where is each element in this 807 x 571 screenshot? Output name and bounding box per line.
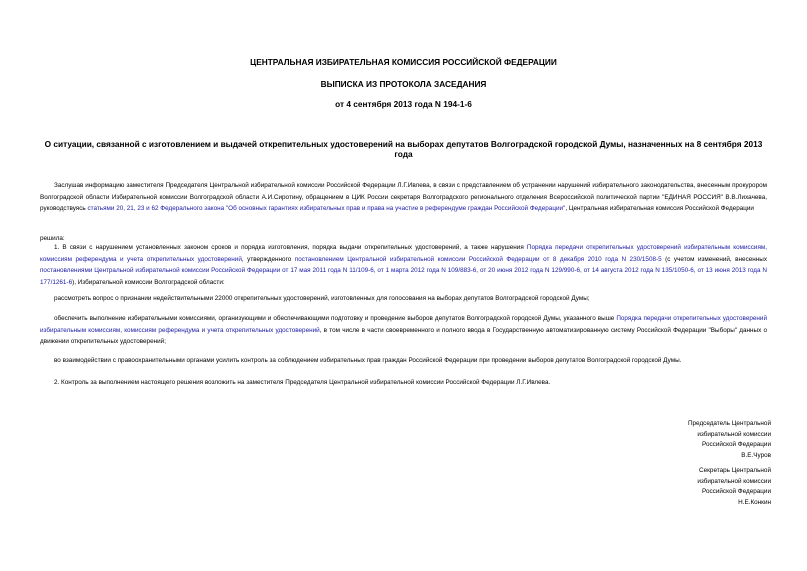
subitem-ensure xyxy=(40,313,767,348)
intro-paragraph xyxy=(40,180,767,215)
document-type: ВЫПИСКА ИЗ ПРОТОКОЛА ЗАСЕДАНИЯ xyxy=(320,79,487,89)
signature-chairman xyxy=(611,419,771,461)
signature-line: избирательной комиссии xyxy=(697,477,771,485)
document-date-number: от 4 сентября 2013 года N 194-1-6 xyxy=(335,99,472,109)
item-1-text: 1. В связи с нарушением установленных законом сроков и порядка изготовления, порядка выдачи открепительных удостоверений, а также нарушения xyxy=(54,244,524,251)
amendments-link[interactable]: постановлениями Центральной избирательной комиссии Российской Федерации от 17 мая 2011 года N 11/109-6, от 1 марта 2012 года N 109/883-6, от 20 июня 2012 года N 129/990-6, от 14 августа 2012 года N 135/1050-6, от 13 июня 2013 года N 177/1261-6 xyxy=(40,267,767,286)
intro-text: Заслушав информацию заместителя Председателя Центральной избирательной комиссии Российской Федерации Л.Г.Ивлева, в связи с представлением об устранении нарушений избирательного законодательства, внесенным прокурором Волгоградской области Избирательной комиссии Волгоградской области А.И.Сиротину, обращением в ЦИК России секретаря Волгоградского регионального отделения Всероссийской политической партии "ЕДИНАЯ РОССИЯ" В.В.Лихачева, руководствуясь xyxy=(40,182,767,212)
signature-name: Н.Е.Конкин xyxy=(738,498,771,506)
item-1-text-2: , утвержденного xyxy=(241,255,292,263)
item-2-paragraph: 2. Контроль за выполнением настоящего решения возложить на заместителя Председателя Центральной избирательной комиссии Российской Федерации Л.Г.Ивлева. xyxy=(54,379,551,386)
subitem-control: во взаимодействии с правоохранительными органами усилить контроль за соблюдением избирательных прав граждан Российской Федерации при проведении выборов депутатов Волгоградской городской Думы. xyxy=(54,357,682,364)
signature-line: избирательной комиссии xyxy=(697,430,771,438)
signature-line: Председатель Центральной xyxy=(687,420,771,427)
federal-law-link[interactable]: статьями 20, 21, 23 и 62 Федерального закона "Об основных гарантиях избирательных прав и права на участие в референдуме граждан Российской Федерации" xyxy=(87,205,566,212)
subitem-ensure-text-2: , в том числе в части своевременного и полного ввода в Государственную автоматизированную систему Российской Федерации "Выборы" данных о движении открепительных удостоверений; xyxy=(40,326,767,345)
commission-name: ЦЕНТРАЛЬНАЯ ИЗБИРАТЕЛЬНАЯ КОМИССИЯ РОССИЙСКОЙ ФЕДЕРАЦИИ xyxy=(250,57,557,67)
signature-line: Секретарь Центральной xyxy=(699,467,771,474)
subitem-invalidate: рассмотреть вопрос о признании недействительными 22000 открепительных удостоверений, изготовленных для голосования на выборах депутатов Волгоградской городской Думы; xyxy=(54,295,590,302)
transfer-order-link-2[interactable]: Порядка передачи открепительных удостоверений избирательным комиссиям, комиссиям референдума и учета открепительных удостоверений xyxy=(40,315,768,334)
transfer-order-link[interactable]: Порядка передачи открепительных удостоверений избирательным комиссиям, комиссиям референдума и учета открепительных удостоверений xyxy=(40,244,768,263)
item-1-text-4: ), Избирательной комиссии Волгоградской области: xyxy=(72,278,225,286)
signature-name: В.Е.Чуров xyxy=(741,451,771,459)
signature-line: Российской Федерации xyxy=(702,488,771,495)
item-1-text-3: (с учетом изменений, внесенных xyxy=(665,255,768,263)
signature-line: Российской Федерации xyxy=(702,441,771,448)
subitem-ensure-text: обеспечить выполнение избирательными комиссиями, организующими и обеспечивающими подготовку и проведение выборов депутатов Волгоградской городской Думы, указанного выше xyxy=(54,315,615,322)
item-1-paragraph xyxy=(40,242,767,288)
decided-label: решила: xyxy=(40,235,65,242)
intro-text-end: , Центральная избирательная комиссия Российской Федерации xyxy=(565,205,754,212)
signature-secretary xyxy=(611,466,771,508)
document-title: О ситуации, связанной с изготовлением и выдачей открепительных удостоверений на выборах депутатов Волгоградской городской Думы, назначенных на 8 сентября 2013 года xyxy=(44,139,763,159)
resolution-2010-link[interactable]: постановлением Центральной избирательной комиссии Российской Федерации от 8 декабря 2010 года N 230/1508-5 xyxy=(294,255,662,263)
